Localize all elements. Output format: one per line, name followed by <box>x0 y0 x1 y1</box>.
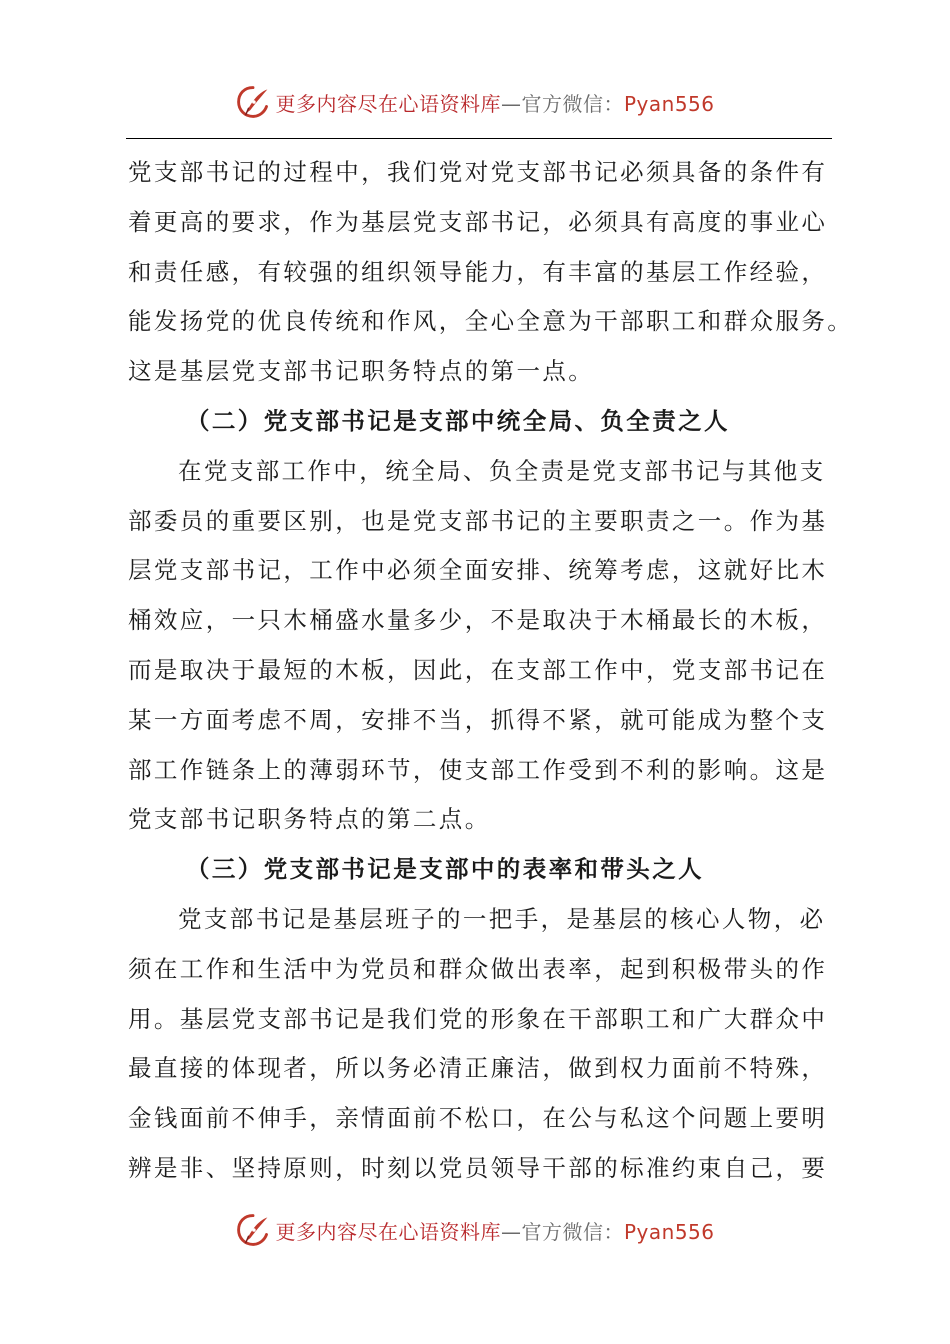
header-divider <box>126 138 832 139</box>
header-contact-label: 官方微信： <box>521 91 624 116</box>
quill-logo-icon <box>235 1212 271 1248</box>
body-line: 这是基层党支部书记职务特点的第一点。 <box>128 357 595 386</box>
header-brand <box>235 84 714 120</box>
footer-brand-text <box>275 1216 714 1245</box>
body-line: 而是取决于最短的木板，因此，在支部工作中，党支部书记在 <box>128 655 828 684</box>
body-line: 和责任感，有较强的组织领导能力，有丰富的基层工作经验， <box>128 257 828 286</box>
body-line: 须在工作和生活中为党员和群众做出表率，起到积极带头的作 <box>128 954 828 983</box>
body-line: 在党支部工作中，统全局、负全责是党支部书记与其他支 <box>178 456 826 485</box>
footer-brand-main: 更多内容尽在心语资料库 <box>275 1219 501 1244</box>
body-line: 层党支部书记，工作中必须全面安排、统筹考虑，这就好比木 <box>128 556 828 585</box>
footer-contact-id: Pyan556 <box>623 1219 715 1244</box>
header-contact-id: Pyan556 <box>623 91 715 116</box>
footer-brand <box>235 1212 714 1248</box>
header-brand-main: 更多内容尽在心语资料库 <box>275 91 501 116</box>
body-line: 桶效应，一只木桶盛水量多少，不是取决于木桶最长的木板， <box>128 606 828 635</box>
body-line: 某一方面考虑不周，安排不当，抓得不紧，就可能成为整个支 <box>128 705 828 734</box>
quill-logo-icon <box>235 84 271 120</box>
page-footer <box>0 1210 950 1250</box>
body-line: 用。基层党支部书记是我们党的形象在干部职工和广大群众中 <box>128 1004 828 1033</box>
body-line: 能发扬党的优良传统和作风，全心全意为干部职工和群众服务。 <box>128 307 854 336</box>
footer-brand-sep: — <box>500 1219 522 1244</box>
footer-contact-label: 官方微信： <box>521 1219 624 1244</box>
section-heading-3: （三）党支部书记是支部中的表率和带头之人 <box>186 855 704 884</box>
body-line: 金钱面前不伸手，亲情面前不松口，在公与私这个问题上要明 <box>128 1104 828 1133</box>
body-line: 着更高的要求，作为基层党支部书记，必须具有高度的事业心 <box>128 207 828 236</box>
body-line: 部工作链条上的薄弱环节，使支部工作受到不利的影响。这是 <box>128 755 828 784</box>
body-line: 最直接的体现者，所以务必清正廉洁，做到权力面前不特殊， <box>128 1054 828 1083</box>
section-heading-2: （二）党支部书记是支部中统全局、负全责之人 <box>186 406 730 435</box>
header-brand-sep: — <box>500 91 522 116</box>
body-line: 辨是非、坚持原则，时刻以党员领导干部的标准约束自己，要 <box>128 1153 828 1182</box>
body-line: 党支部书记的过程中，我们党对党支部书记必须具备的条件有 <box>128 158 828 186</box>
body-line: 党支部书记职务特点的第二点。 <box>128 805 491 834</box>
body-line: 部委员的重要区别，也是党支部书记的主要职责之一。作为基 <box>128 506 828 535</box>
page-header <box>0 82 950 122</box>
header-brand-text <box>275 88 714 117</box>
body-line: 党支部书记是基层班子的一把手，是基层的核心人物，必 <box>178 904 826 933</box>
document-body <box>128 148 854 1194</box>
